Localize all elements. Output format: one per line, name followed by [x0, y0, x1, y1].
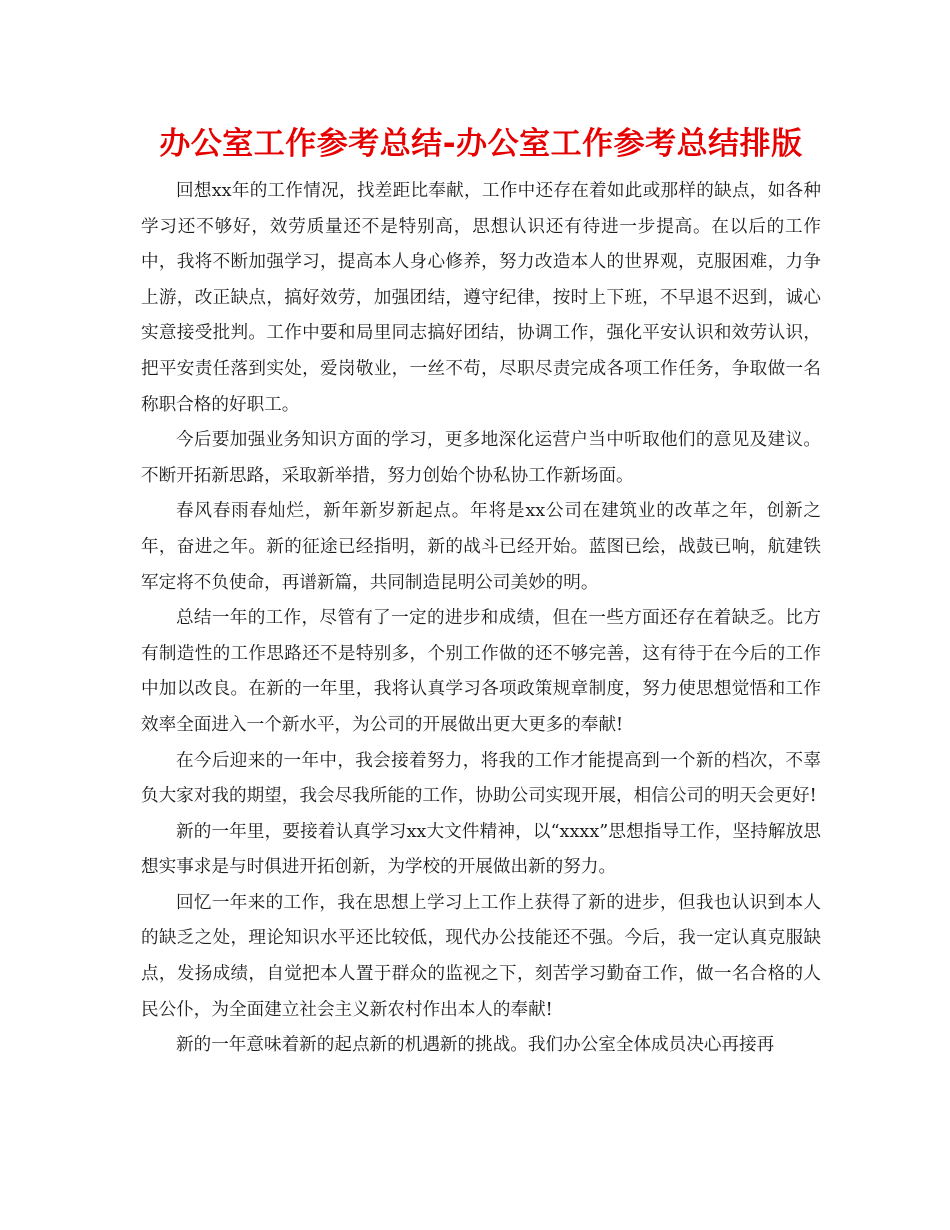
paragraph: 新的一年意味着新的起点新的机遇新的挑战。我们办公室全体成员决心再接再: [176, 1035, 775, 1056]
document-page: [141, 120, 821, 1064]
document-title: 办公室工作参考总结-办公室工作参考总结排版: [159, 126, 803, 162]
paragraph: 新的一年里，要接着认真学习xx大文件精神，以“xxxx”思想指导工作，坚持解放思想实事求是与时俱进开拓创新，为学校的开展做出新的努力。: [141, 821, 821, 878]
paragraph: 回忆一年来的工作，我在思想上学习上工作上获得了新的进步，但我也认识到本人的缺乏之处，理论知识水平还比较低，现代办公技能还不强。今后，我一定认真克服缺点，发扬成绩，自觉把本人置于群众的监视之下，刻苦学习勤奋工作，做一名合格的人民公仆，为全面建立社会主义新农村作出本人的奉献!: [141, 892, 821, 1020]
document-body: [141, 174, 821, 1064]
paragraph: 今后要加强业务知识方面的学习，更多地深化运营户当中听取他们的意见及建议。不断开拓新思路，采取新举措，努力创始个协私协工作新场面。: [141, 430, 821, 486]
paragraph: 在今后迎来的一年中，我会接着努力，将我的工作才能提高到一个新的档次，不辜负大家对我的期望，我会尽我所能的工作，协助公司实现开展，相信公司的明天会更好!: [141, 750, 821, 807]
paragraph: 回想xx年的工作情况，找差距比奉献，工作中还存在着如此或那样的缺点，如各种学习还不够好，效劳质量还不是特别高，思想认识还有待进一步提高。在以后的工作中，我将不断加强学习，提高本人身心修养，努力改造本人的世界观，克服困难，力争上游，改正缺点，搞好效劳，加强团结，遵守纪律，按时上下班，不早退不迟到，诚心实意接受批判。工作中要和局里同志搞好团结，协调工作，强化平安认识和效劳认识，把平安责任落到实处，爱岗敬业，一丝不苟，尽职尽责完成各项工作任务，争取做一名称职合格的好职工。: [141, 181, 821, 415]
paragraph: 总结一年的工作，尽管有了一定的进步和成绩，但在一些方面还存在着缺乏。比方有制造性的工作思路还不是特别多，个别工作做的还不够完善，这有待于在今后的工作中加以改良。在新的一年里，我将认真学习各项政策规章制度，努力使思想觉悟和工作效率全面进入一个新水平，为公司的开展做出更大更多的奉献!: [141, 608, 821, 735]
paragraph: 春风春雨春灿烂，新年新岁新起点。年将是xx公司在建筑业的改革之年，创新之年，奋进之年。新的征途已经指明，新的战斗已经开始。蓝图已绘，战鼓已响，航建铁军定将不负使命，再谱新篇，共同制造昆明公司美妙的明。: [141, 501, 821, 593]
